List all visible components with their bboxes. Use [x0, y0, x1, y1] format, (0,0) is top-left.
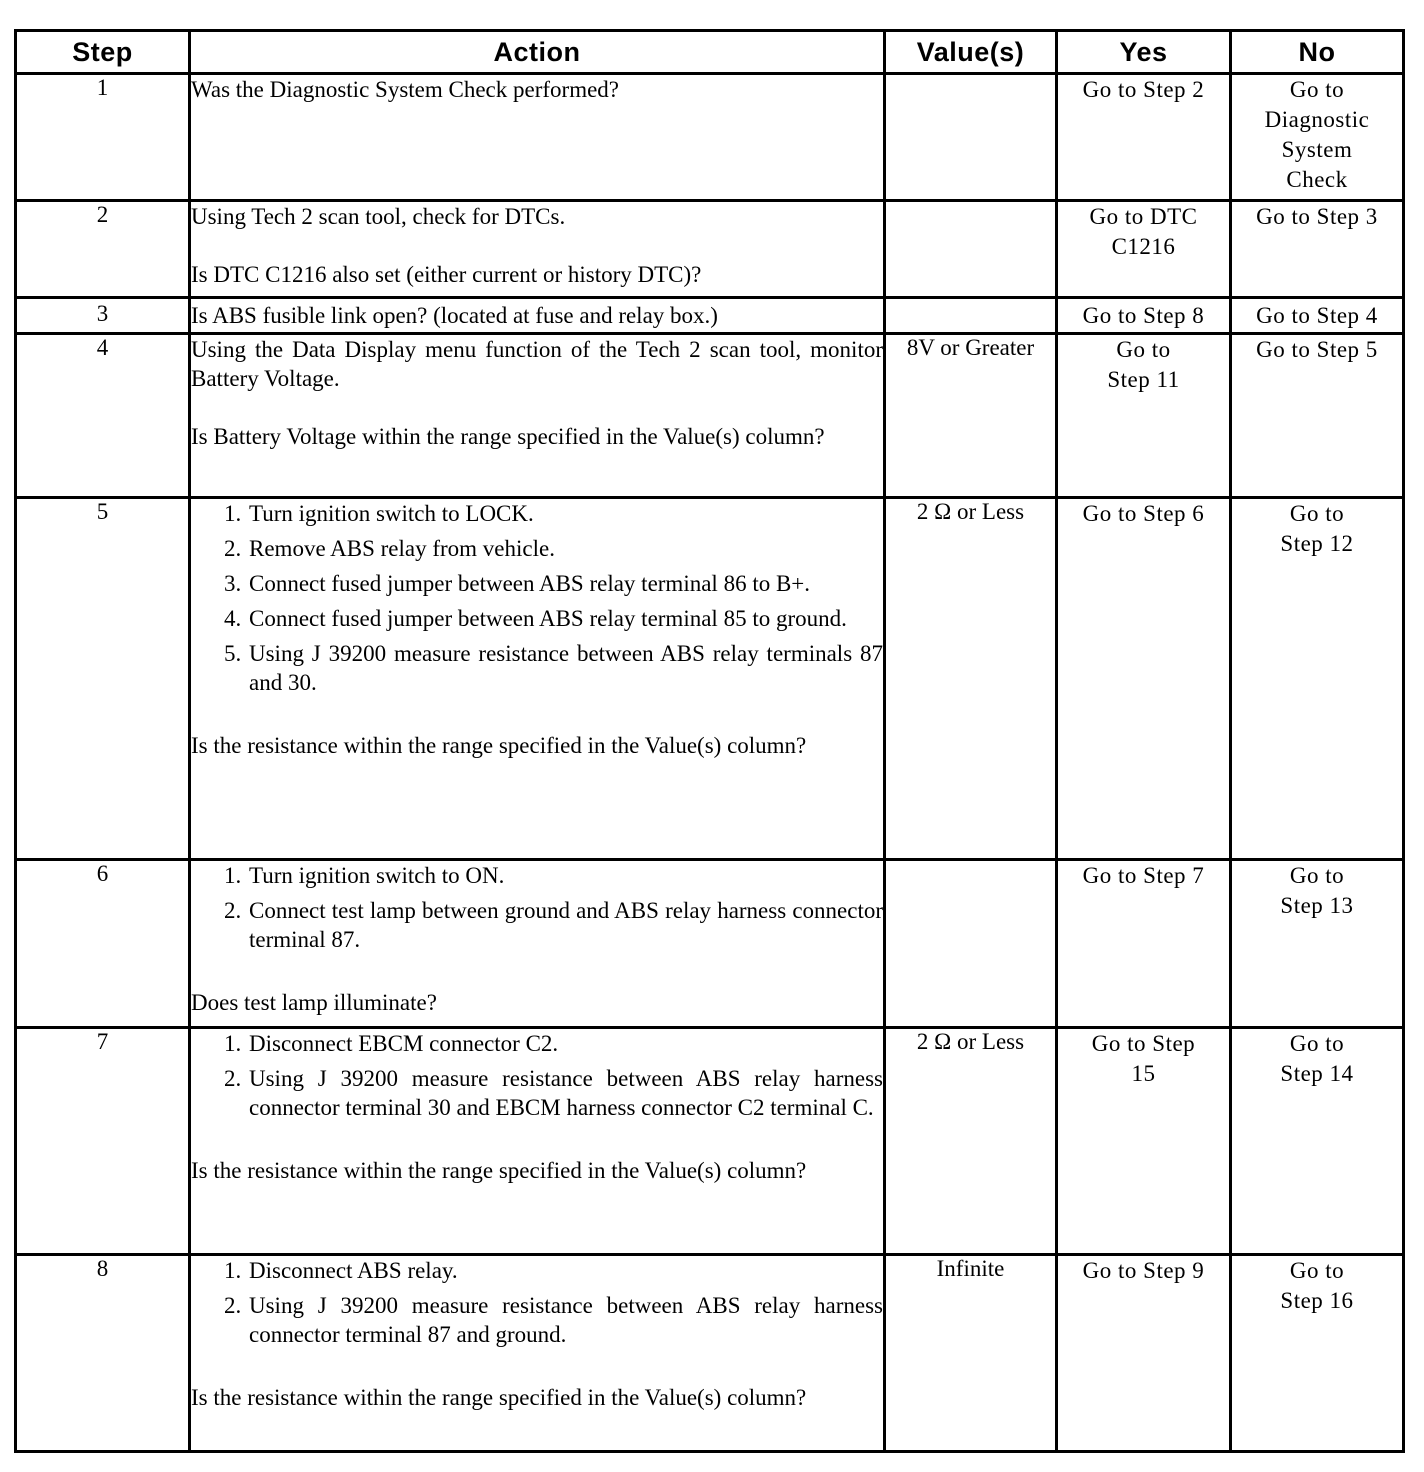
step-number: 5: [16, 498, 190, 860]
action-steps-list: [191, 861, 883, 954]
step-number: 6: [16, 860, 190, 1028]
action-text: Using the Data Display menu function of the Tech 2 scan tool, monitor Battery Voltage.: [191, 337, 883, 391]
header-step: Step: [16, 31, 190, 74]
step-number: 7: [16, 1028, 190, 1255]
table-row: [16, 334, 1404, 498]
action-question: Is the resistance within the range specified in the Value(s) column?: [191, 733, 807, 758]
step-number: 2: [16, 201, 190, 298]
header-action: Action: [190, 31, 885, 74]
action-question: Is Battery Voltage within the range specified in the Value(s) column?: [191, 424, 825, 449]
table-row: [16, 1028, 1404, 1255]
no-cell: Go to Step 5: [1231, 334, 1404, 498]
table-row: [16, 860, 1404, 1028]
step-number: 8: [16, 1255, 190, 1452]
yes-cell: Go to DTC C1216: [1057, 201, 1231, 298]
list-item: 2. Using J 39200 measure resistance between ABS relay harness connector terminal 30 and EBCM harness connector C2 terminal C.: [247, 1064, 883, 1122]
action-text: Was the Diagnostic System Check performed?: [191, 77, 620, 102]
table-row: [16, 298, 1404, 334]
yes-cell: Go to Step 15: [1057, 1028, 1231, 1255]
action-steps-list: [191, 1029, 883, 1122]
action-question: Is the resistance within the range specified in the Value(s) column?: [191, 1385, 807, 1410]
value-cell: 2 Ω or Less: [885, 498, 1057, 860]
step-number: 3: [16, 298, 190, 334]
list-item: 1. Turn ignition switch to LOCK.: [247, 499, 883, 528]
yes-cell: Go to Step 11: [1057, 334, 1231, 498]
table-row: [16, 498, 1404, 860]
list-item: 1. Turn ignition switch to ON.: [247, 861, 883, 890]
header-yes: Yes: [1057, 31, 1231, 74]
value-cell: [885, 860, 1057, 1028]
yes-cell: Go to Step 8: [1057, 298, 1231, 334]
action-cell: [190, 334, 885, 498]
action-text: Is ABS fusible link open? (located at fuse and relay box.): [191, 303, 718, 328]
list-item: 1. Disconnect ABS relay.: [247, 1256, 883, 1285]
no-cell: Go to Diagnostic System Check: [1231, 74, 1404, 201]
step-number: 1: [16, 74, 190, 201]
action-cell: [190, 201, 885, 298]
value-cell: 8V or Greater: [885, 334, 1057, 498]
action-steps-list: [191, 1256, 883, 1349]
action-cell: [190, 860, 885, 1028]
no-cell: Go to Step 12: [1231, 498, 1404, 860]
diagnostic-table: [14, 29, 1405, 1453]
yes-cell: Go to Step 9: [1057, 1255, 1231, 1452]
value-cell: 2 Ω or Less: [885, 1028, 1057, 1255]
action-question: Is DTC C1216 also set (either current or history DTC)?: [191, 262, 702, 287]
yes-cell: Go to Step 2: [1057, 74, 1231, 201]
list-item: 2. Connect test lamp between ground and ABS relay harness connector terminal 87.: [247, 896, 883, 954]
table-row: [16, 1255, 1404, 1452]
value-cell: [885, 201, 1057, 298]
action-text: Using Tech 2 scan tool, check for DTCs.: [191, 204, 566, 229]
value-cell: Infinite: [885, 1255, 1057, 1452]
step-number: 4: [16, 334, 190, 498]
list-item: 3. Connect fused jumper between ABS relay terminal 86 to B+.: [247, 569, 883, 598]
no-cell: Go to Step 13: [1231, 860, 1404, 1028]
no-cell: Go to Step 16: [1231, 1255, 1404, 1452]
no-cell: Go to Step 14: [1231, 1028, 1404, 1255]
action-question: Does test lamp illuminate?: [191, 990, 437, 1015]
list-item: 1. Disconnect EBCM connector C2.: [247, 1029, 883, 1058]
action-cell: [190, 498, 885, 860]
action-cell: [190, 74, 885, 201]
table-row: [16, 201, 1404, 298]
action-steps-list: [191, 499, 883, 697]
action-cell: [190, 1255, 885, 1452]
list-item: 2. Using J 39200 measure resistance between ABS relay harness connector terminal 87 and ground.: [247, 1291, 883, 1349]
list-item: 4. Connect fused jumper between ABS relay terminal 85 to ground.: [247, 604, 883, 633]
yes-cell: Go to Step 7: [1057, 860, 1231, 1028]
no-cell: Go to Step 4: [1231, 298, 1404, 334]
list-item: 5. Using J 39200 measure resistance between ABS relay terminals 87 and 30.: [247, 639, 883, 697]
header-row: [16, 31, 1404, 74]
list-item: 2. Remove ABS relay from vehicle.: [247, 534, 883, 563]
header-no: No: [1231, 31, 1404, 74]
value-cell: [885, 74, 1057, 201]
table-row: [16, 74, 1404, 201]
action-cell: [190, 298, 885, 334]
no-cell: Go to Step 3: [1231, 201, 1404, 298]
action-cell: [190, 1028, 885, 1255]
value-cell: [885, 298, 1057, 334]
yes-cell: Go to Step 6: [1057, 498, 1231, 860]
action-question: Is the resistance within the range specified in the Value(s) column?: [191, 1158, 807, 1183]
header-values: Value(s): [885, 31, 1057, 74]
